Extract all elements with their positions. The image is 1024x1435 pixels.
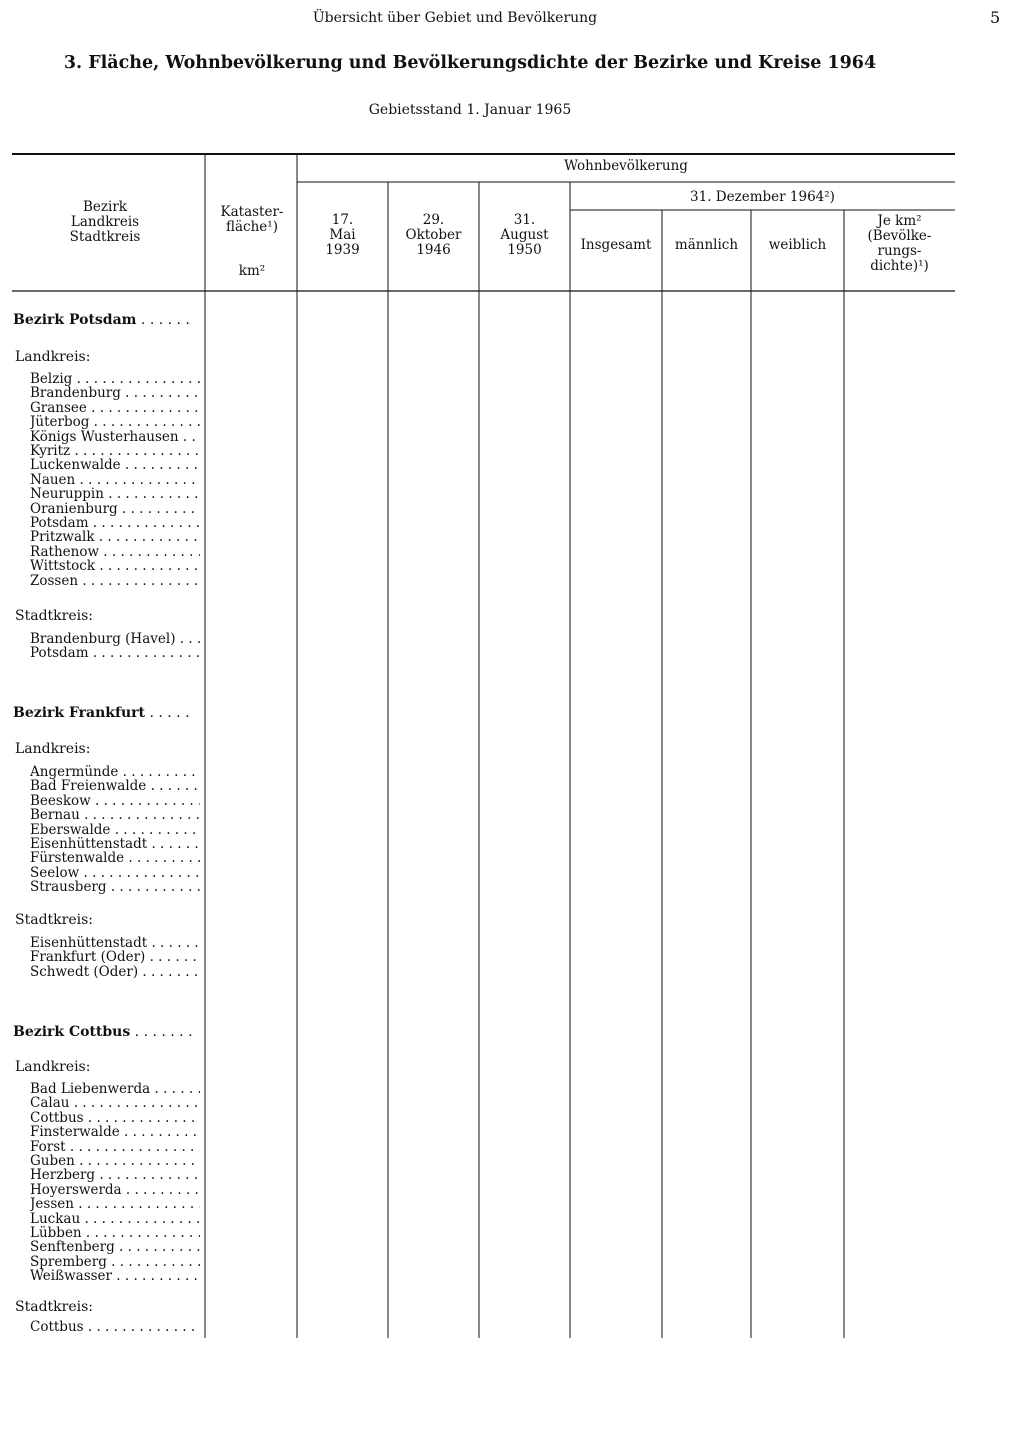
district-name: Königs Wusterhausen . . . [30,430,200,445]
district-name: Potsdam . . . [30,516,200,531]
header-oktober-1946: 29. Oktober 1946 [405,212,462,258]
district-name: Neuruppin . . . [30,487,200,502]
district-name: Spremberg . . . [30,1255,200,1270]
district-name: Strausberg . . . [30,880,200,895]
district-name: Wittstock . . . [30,559,200,574]
district-name: Bad Liebenwerda . . . [30,1082,200,1097]
district-name: Belzig . . . [30,372,200,387]
district-name: Gransee . . . [30,401,200,416]
page-number: 5 [990,8,1001,27]
bezirk-name: Bezirk Cottbus . . . [13,1025,193,1040]
district-name: Calau . . . [30,1096,200,1111]
running-head: Übersicht über Gebiet und Bevölkerung [312,10,598,26]
header-dichte: Je km² (Bevölke- rungs- dichte)¹) [867,213,932,274]
district-name: Brandenburg (Havel) . . . [30,632,200,647]
district-name: Jessen . . . [30,1197,200,1212]
district-name: Zossen . . . [30,574,200,589]
district-name: Jüterbog . . . [30,415,200,430]
header-maennlich: männlich [674,237,739,253]
table-subtitle: Gebietsstand 1. Januar 1965 [368,102,572,118]
district-name: Herzberg . . . [30,1168,200,1183]
stadtkreis-label: Stadtkreis: [15,912,93,928]
district-name: Cottbus . . . [30,1320,200,1335]
district-name: Hoyerswerda . . . [30,1183,200,1198]
landkreis-label: Landkreis: [15,1059,91,1075]
header-wohnbevoelkerung: Wohnbevölkerung [564,158,688,174]
header-name-column: Bezirk Landkreis Stadtkreis [69,199,141,245]
header-mai-1939: 17. Mai 1939 [325,212,360,258]
district-name: Weißwasser . . . [30,1269,200,1284]
landkreis-label: Landkreis: [15,741,91,757]
district-name: Oranienburg . . . [30,502,200,517]
district-name: Lübben . . . [30,1226,200,1241]
district-name: Fürstenwalde . . . [30,851,200,866]
district-name: Frankfurt (Oder) . . . [30,950,200,965]
header-weiblich: weiblich [768,237,827,253]
header-insgesamt: Insgesamt [580,237,652,253]
bezirk-name: Bezirk Frankfurt . . . [13,706,193,721]
header-dezember-1964: 31. Dezember 1964²) [690,189,835,205]
district-name: Schwedt (Oder) . . . [30,965,200,980]
district-name: Angermünde . . . [30,765,200,780]
district-name: Kyritz . . . [30,444,200,459]
district-name: Bad Freienwalde . . . [30,779,200,794]
district-name: Eisenhüttenstadt . . . [30,837,200,852]
district-name: Potsdam . . . [30,646,200,661]
district-name: Luckau . . . [30,1212,200,1227]
district-name: Senftenberg . . . [30,1240,200,1255]
stadtkreis-label: Stadtkreis: [15,608,93,624]
district-name: Rathenow . . . [30,545,200,560]
header-area-column: Kataster- fläche¹) [220,204,284,235]
district-name: Luckenwalde . . . [30,458,200,473]
district-name: Eisenhüttenstadt . . . [30,936,200,951]
stadtkreis-label: Stadtkreis: [15,1299,93,1315]
district-name: Eberswalde . . . [30,823,200,838]
district-name: Pritzwalk . . . [30,530,200,545]
district-name: Cottbus . . . [30,1111,200,1126]
district-name: Brandenburg . . . [30,386,200,401]
table-title: 3. Fläche, Wohnbevölkerung und Bevölkerungsdichte der Bezirke und Kreise 1964 [63,53,877,73]
district-name: Bernau . . . [30,808,200,823]
header-august-1950: 31. August 1950 [500,212,549,258]
district-name: Finsterwalde . . . [30,1125,200,1140]
district-name: Seelow . . . [30,866,200,881]
header-area-unit: km² [238,263,266,279]
district-name: Nauen . . . [30,473,200,488]
bezirk-name: Bezirk Potsdam . . . [13,313,193,328]
district-name: Beeskow . . . [30,794,200,809]
landkreis-label: Landkreis: [15,349,91,365]
district-name: Guben . . . [30,1154,200,1169]
district-name: Forst . . . [30,1140,200,1155]
